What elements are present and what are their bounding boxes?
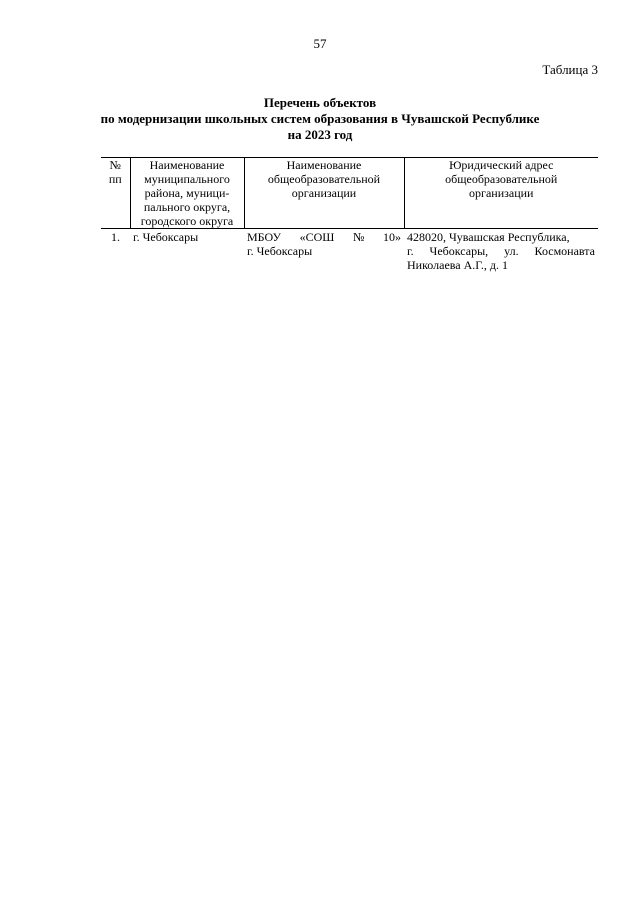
header-text: пального округа,: [143, 200, 231, 214]
address-word: г.: [407, 244, 414, 258]
cell-organization: [244, 229, 404, 273]
header-text: района, муници-: [144, 186, 230, 200]
cell-address: [404, 229, 598, 273]
organization-word: 10»: [382, 230, 401, 244]
organization-word: «СОШ: [299, 230, 335, 244]
header-text: общеобразовательной: [445, 172, 558, 186]
header-organization: [244, 158, 404, 229]
address-word: Космонавта: [534, 244, 595, 258]
header-text: организации: [291, 186, 357, 200]
address-word: Чебоксары,: [429, 244, 489, 258]
cell-municipality: г. Чебоксары: [133, 230, 199, 244]
title-line-1: Перечень объектов: [263, 95, 377, 110]
organization-word: МБОУ: [247, 230, 281, 244]
table-row: [101, 229, 598, 273]
header-text: общеобразовательной: [267, 172, 381, 186]
cell-num: 1.: [111, 230, 120, 244]
header-text: организации: [469, 186, 534, 200]
table-header-row: [101, 158, 598, 229]
header-text: Наименование: [149, 158, 225, 172]
header-num: [101, 158, 130, 229]
organization-line-2: г. Чебоксары: [247, 244, 313, 258]
address-line-2: [407, 244, 595, 258]
header-text: №: [109, 158, 121, 172]
address-word: ул.: [504, 244, 519, 258]
header-text: пп: [108, 172, 122, 186]
header-municipality: [130, 158, 244, 229]
page-number: 57: [313, 36, 327, 51]
header-text: Юридический адрес: [449, 158, 554, 172]
title-line-2: по модернизации школьных систем образования в Чувашской Республике: [100, 111, 540, 126]
objects-table: [101, 157, 598, 272]
header-text: муниципального: [144, 172, 230, 186]
table-label: Таблица 3: [542, 62, 598, 77]
header-address: [404, 158, 598, 229]
header-text: городского округа: [140, 214, 234, 228]
title-line-3: на 2023 год: [287, 127, 353, 142]
address-line-1: 428020, Чувашская Республика,: [407, 230, 570, 244]
organization-word: №: [352, 230, 365, 244]
header-text: Наименование: [286, 158, 362, 172]
document-title: [0, 95, 640, 143]
organization-line-1: [247, 230, 401, 244]
address-line-3: Николаева А.Г., д. 1: [407, 258, 508, 272]
